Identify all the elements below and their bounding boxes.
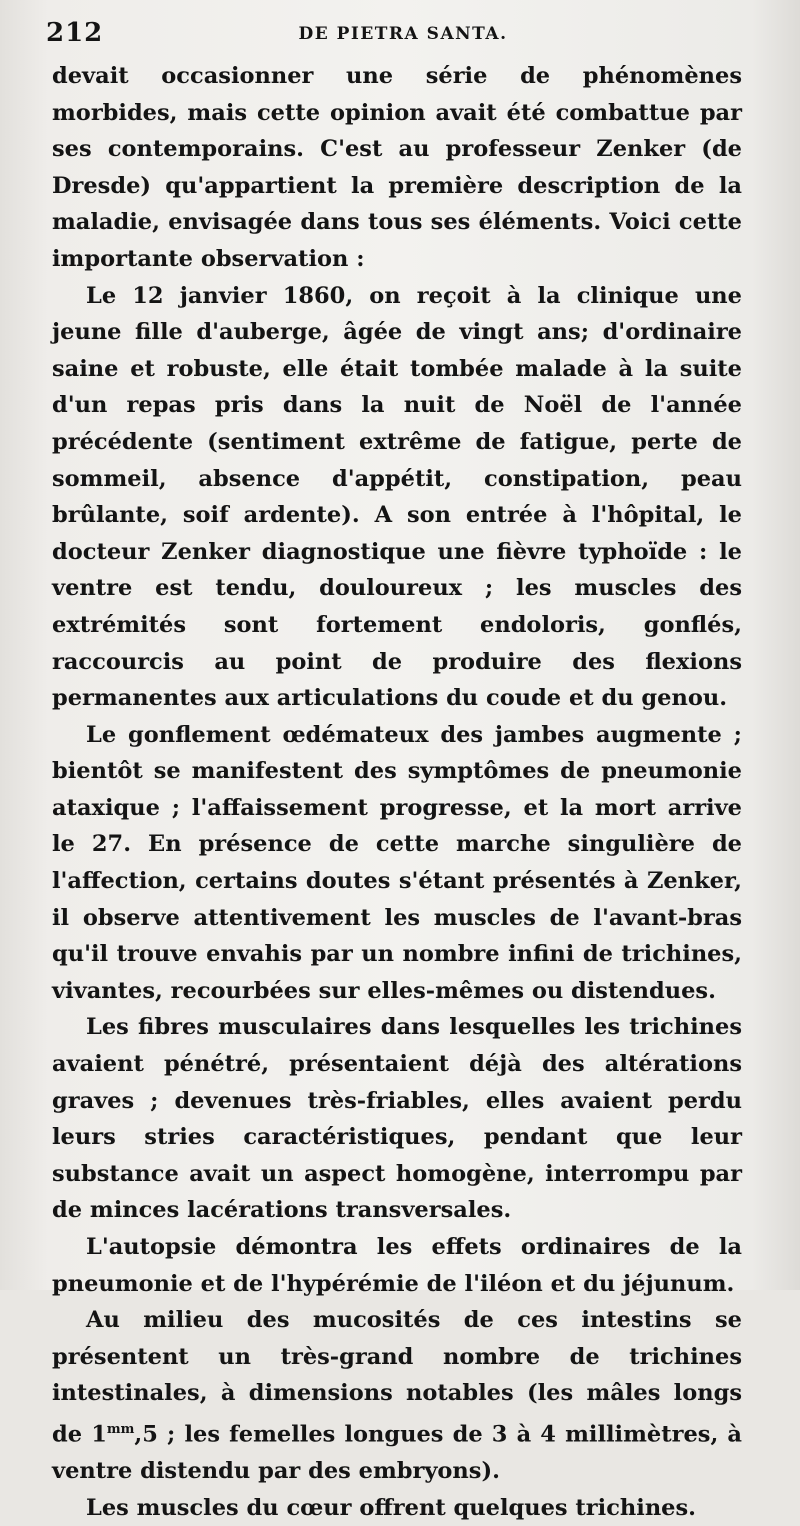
- page-header: [46, 18, 760, 52]
- paragraph: [52, 1302, 742, 1489]
- paragraph: Les muscles du cœur offrent quelques trichines.: [86, 1494, 696, 1521]
- running-title: DE PIETRA SANTA.: [298, 24, 508, 44]
- paragraph-text-after: ,5 ; les femelles longues de 3 à 4 millimètres, à ventre distendu par des embryons).: [52, 1421, 742, 1485]
- unit-superscript: mm: [106, 1421, 135, 1437]
- paragraph-text-before: Au milieu des mucosités de ces intestins se présentent un très-grand nombre de trichines intestinales, à dimensions notables (les mâles longs de 1: [52, 1307, 742, 1448]
- page-number: 212: [46, 18, 104, 48]
- paragraph: Le 12 janvier 1860, on reçoit à la clinique une jeune fille d'auberge, âgée de vingt ans; d'ordinaire saine et robuste, elle était tombée malade à la suite d'un repas pris dans la nuit de Noël de l'année précédente (sentiment extrême de fatigue, perte de sommeil, absence d'appétit, constipation, peau brûlante, soif ardente). A son entrée à l'hôpital, le docteur Zenker diagnostique une fièvre typhoïde : le ventre est tendu, douloureux ; les muscles des extrémités sont fortement endoloris, gonflés, raccourcis au point de produire des flexions permanentes aux articulations du coude et du genou.: [52, 282, 742, 712]
- paragraph: devait occasionner une série de phénomènes morbides, mais cette opinion avait été combattue par ses contemporains. C'est au professeur Zenker (de Dresde) qu'appartient la première description de la maladie, envisagée dans tous ses éléments. Voici cette importante observation :: [52, 63, 742, 272]
- body-text: [52, 58, 742, 1526]
- paragraph: L'autopsie démontra les effets ordinaires de la pneumonie et de l'hypérémie de l'iléon et du jéjunum.: [52, 1234, 742, 1297]
- paragraph: Les fibres musculaires dans lesquelles les trichines avaient pénétré, présentaient déjà des altérations graves ; devenues très-friables, elles avaient perdu leurs stries caractéristiques, pendant que leur substance avait un aspect homogène, interrompu par de minces lacérations transversales.: [52, 1014, 742, 1224]
- paragraph: Le gonflement œdémateux des jambes augmente ; bientôt se manifestent des symptômes de pneumonie ataxique ; l'affaissement progresse, et la mort arrive le 27. En présence de cette marche singulière de l'affection, certains doutes s'étant présentés à Zenker, il observe attentivement les muscles de l'avant-bras qu'il trouve envahis par un nombre infini de trichines, vivantes, recourbées sur elles-mêmes ou distendues.: [52, 721, 742, 1004]
